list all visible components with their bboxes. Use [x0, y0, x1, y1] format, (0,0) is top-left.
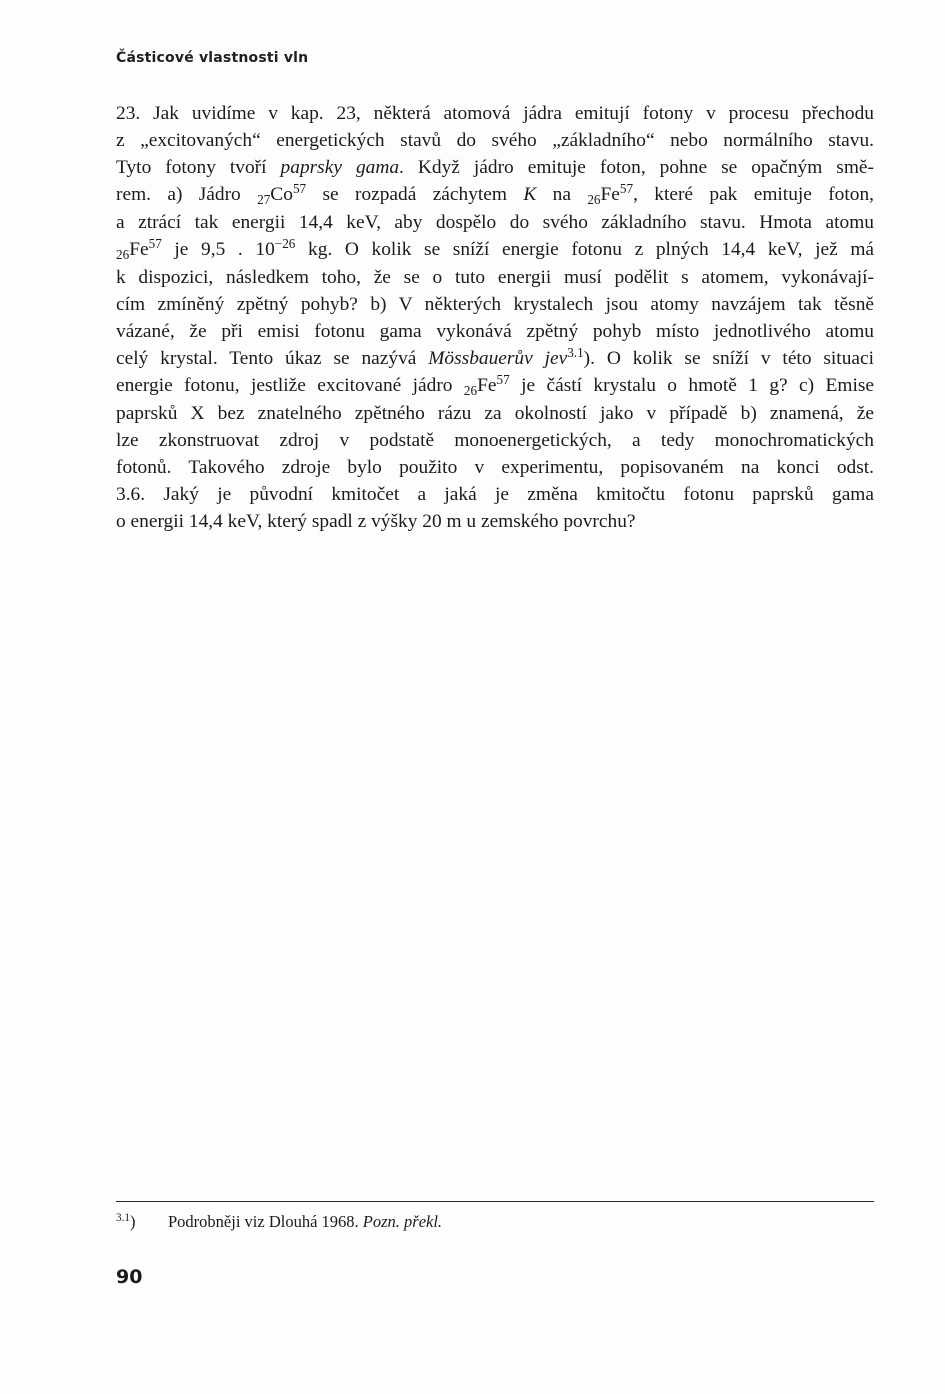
text-line: energie fotonu, jestliže excitované jádro $_{26}Fe^{57}$ je částí krystalu o hmotě 1 g? c) Emise	[116, 371, 874, 399]
text-line: z „excitovaných“ energetických stavů do svého „základního“ nebo normálního stavu.	[116, 130, 874, 151]
element-symbol: Fe	[129, 239, 149, 260]
footnote-marker: $^{3.1}$)	[116, 1212, 136, 1231]
mass-number: 57	[496, 371, 510, 387]
element-symbol: Fe	[600, 184, 620, 205]
text-line: rem. a) Jádro $_{27}Co^{57}$ se rozpadá záchytem K na $_{26}Fe^{57}$, které pak emituje foton,	[116, 180, 875, 208]
text-line: vázané, že při emisi fotonu gama vykonává zpětný pohyb místo jednotlivého atomu	[116, 321, 874, 342]
footnote-reference: 3.1	[567, 344, 584, 360]
mass-number: 57	[148, 235, 162, 251]
mass-number: 57	[619, 180, 634, 196]
text-line: celý krystal. Tento úkaz se nazývá Mössbauerův jev$^{3.1}$). O kolik se sníží v této situaci	[116, 344, 874, 369]
element-symbol: Fe	[477, 375, 497, 396]
term-gamma-rays: paprsky gama	[280, 157, 400, 178]
text-line: fotonů. Takového zdroje bylo použito v experimentu, popisovaném na konci odst.	[116, 457, 874, 478]
translator-note: Pozn. překl.	[362, 1212, 443, 1231]
atomic-number: 27	[257, 192, 271, 208]
footnote	[116, 1212, 442, 1232]
atomic-number: 26	[463, 383, 478, 399]
running-head: Částicové vlastnosti vln	[116, 50, 309, 66]
text-line: a ztrácí tak energii 14,4 keV, aby dospělo do svého základního stavu. Hmota atomu	[116, 212, 874, 233]
text-line: Tyto fotony tvoří paprsky gama. Když jádro emituje foton, pohne se opačným smě-	[116, 157, 874, 178]
text-line: paprsků X bez znatelného zpětného rázu za okolností jako v případě b) znamená, že	[116, 403, 874, 424]
exponent: −26	[274, 235, 296, 251]
footnote-text: Podrobněji viz Dlouhá 1968.	[168, 1212, 359, 1231]
k-capture-symbol: K	[523, 184, 537, 205]
text-line: 23. Jak uvidíme v kap. 23, některá atomová jádra emitují fotony v procesu přechodu	[116, 103, 874, 124]
text-line: lze zkonstruovat zdroj v podstatě monoenergetických, a tedy monochromatických	[116, 430, 874, 451]
term-mossbauer-effect: Mössbauerův jev	[428, 348, 568, 369]
text-line: $_{26}Fe^{57}$ je 9,5 . $10^{-26}$ kg. O kolik se sníží energie fotonu z plných 14,4 keV, jež má	[116, 235, 875, 263]
text-line: o energii 14,4 keV, který spadl z výšky 20 m u zemského povrchu?	[116, 511, 636, 532]
text-line: 3.6. Jaký je původní kmitočet a jaká je změna kmitočtu fotonu paprsků gama	[116, 484, 874, 505]
mass-number: 57	[292, 180, 307, 196]
footnote-divider	[116, 1201, 874, 1202]
text-line: k dispozici, následkem toho, že se o tuto energii musí podělit s atomem, vykonávají-	[116, 267, 874, 288]
atomic-number: 26	[116, 247, 130, 263]
page-number: 90	[116, 1266, 143, 1288]
problem-23-text	[116, 100, 874, 535]
atomic-number: 26	[587, 192, 601, 208]
text-line: cím zmíněný zpětný pohyb? b) V některých krystalech jsou atomy navzájem tak těsně	[116, 294, 874, 315]
element-symbol: Co	[270, 184, 293, 205]
